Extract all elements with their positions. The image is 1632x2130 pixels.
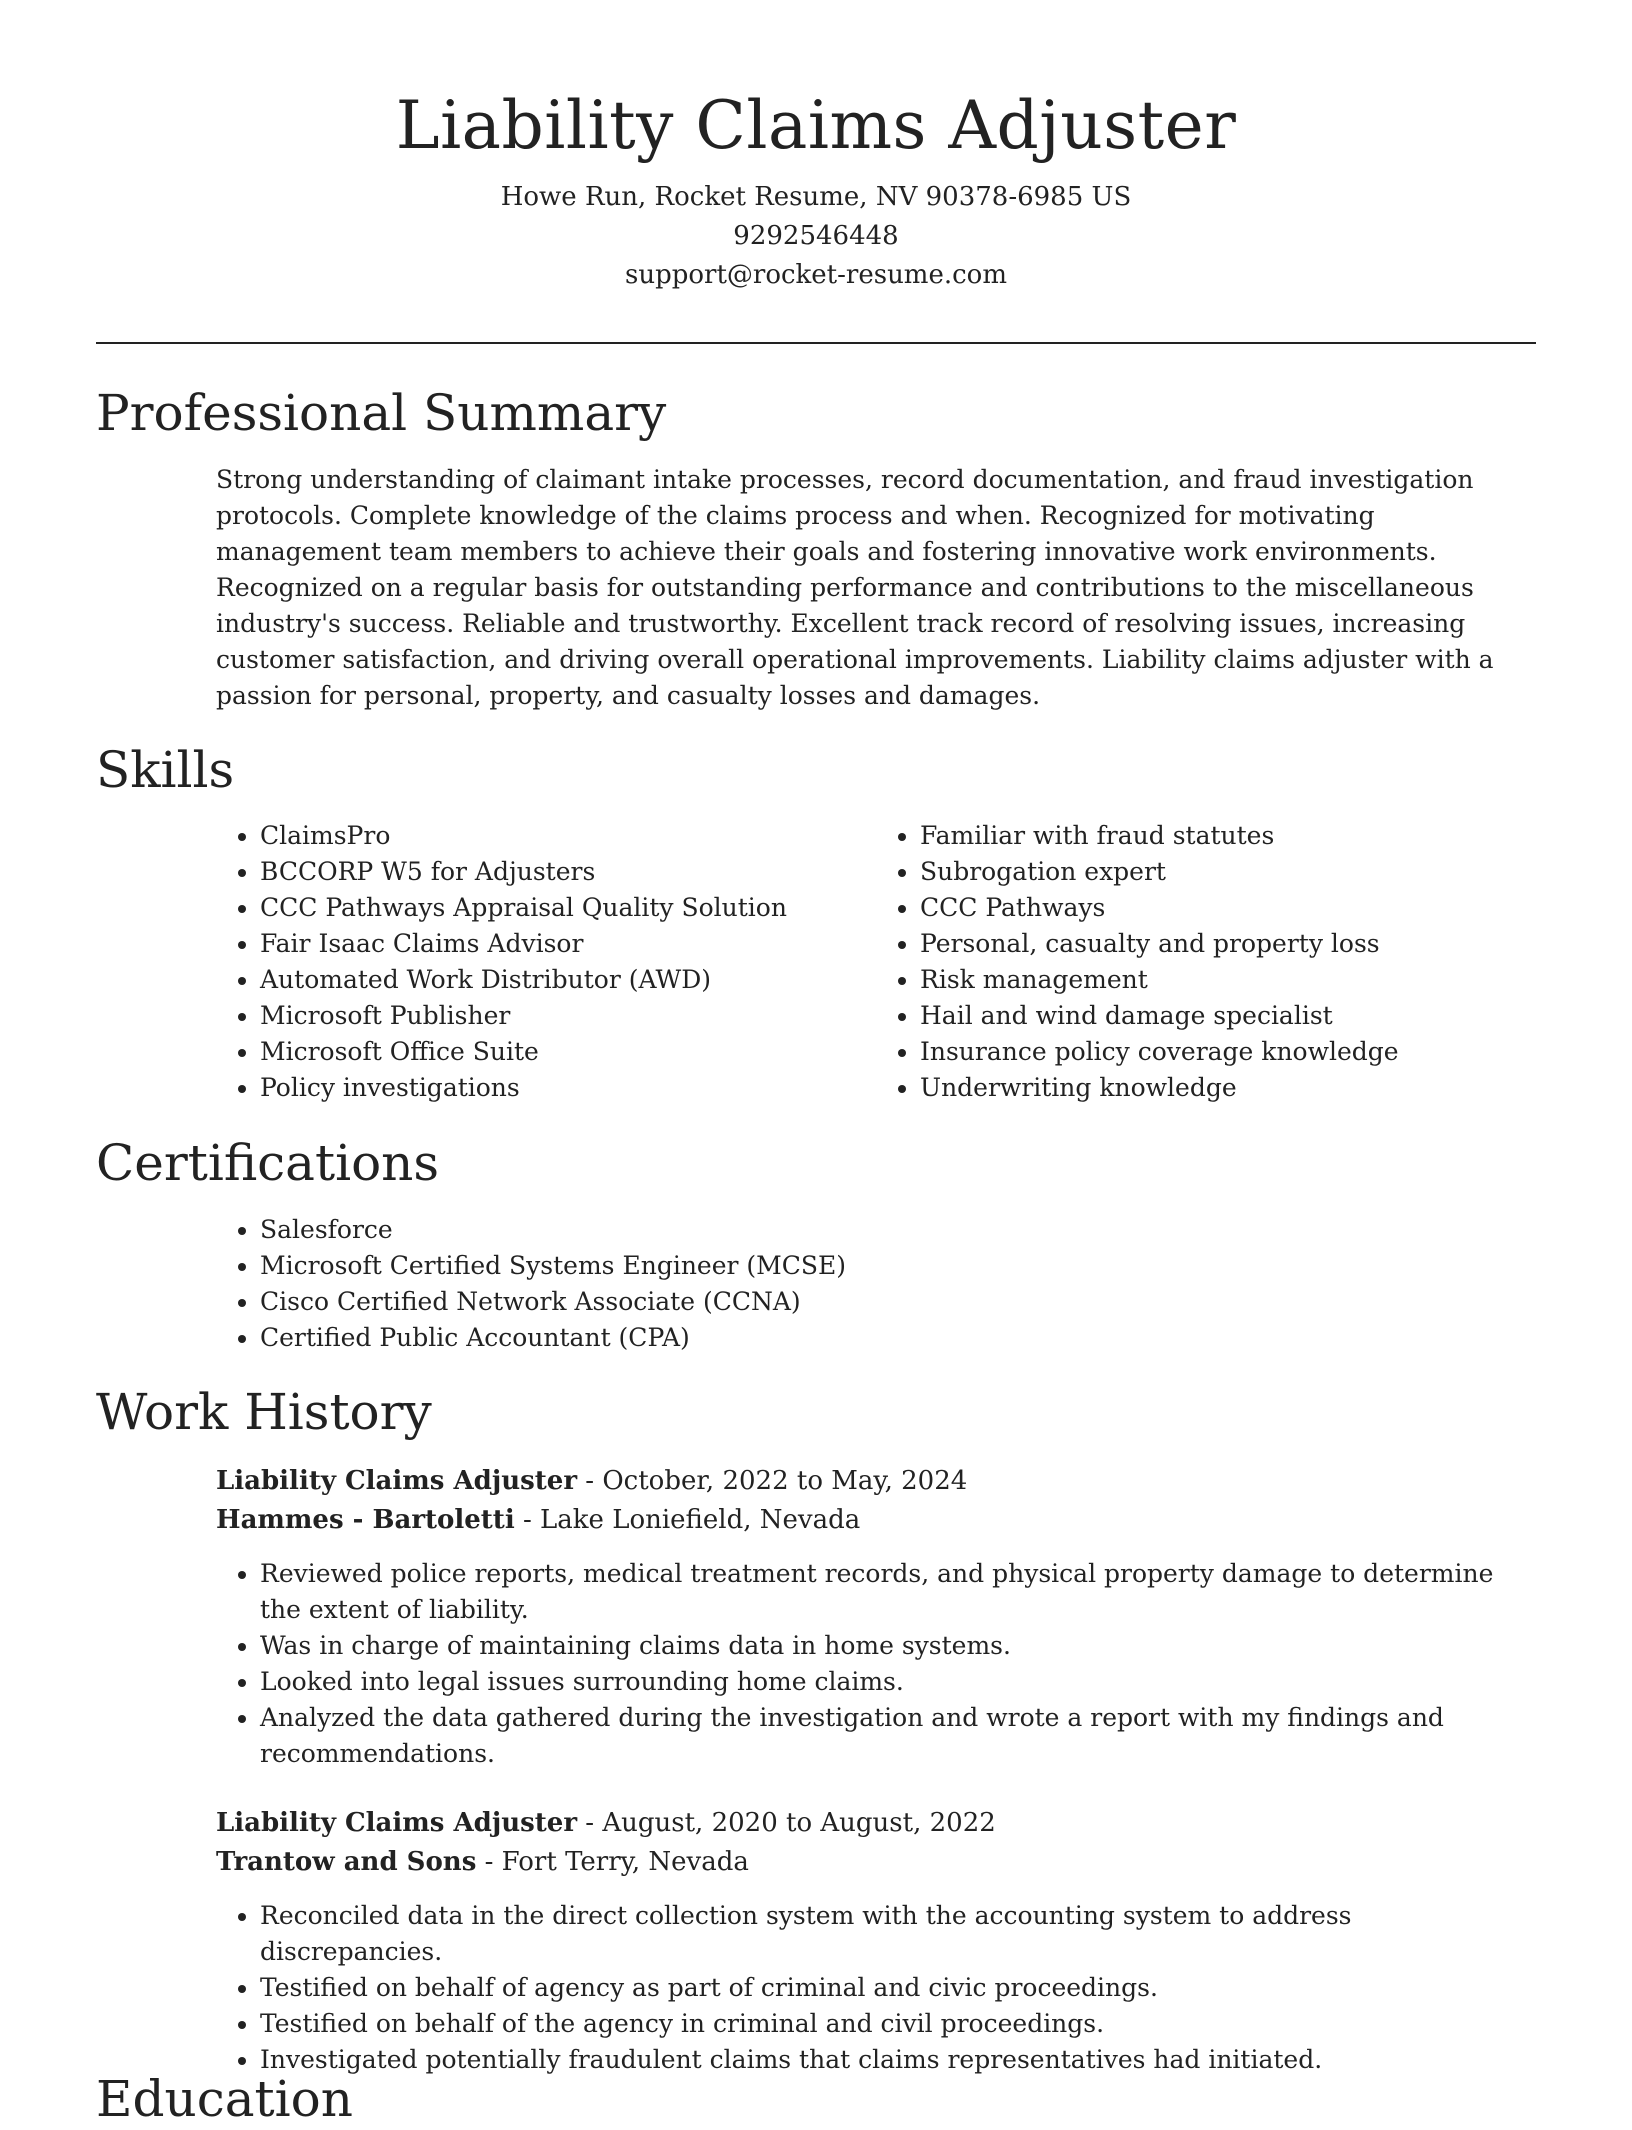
- job-dates: - August, 2020 to August, 2022: [577, 1808, 996, 1838]
- education-heading: Education: [96, 2070, 353, 2128]
- list-item: • Analyzed the data gathered during the investigation and wrote a report with my findings and recommendations.: [260, 1700, 1536, 1772]
- list-item: • Familiar with fraud statutes: [920, 818, 1536, 854]
- job-entry: [216, 1462, 1536, 1772]
- certifications-heading: Certifications: [96, 1134, 440, 1192]
- list-item: • Automated Work Distributor (AWD): [260, 962, 876, 998]
- job-company-line: [216, 1501, 1536, 1540]
- list-item: • Testified on behalf of agency as part of criminal and civic proceedings.: [260, 1970, 1536, 2006]
- list-item: • Microsoft Office Suite: [260, 1034, 876, 1070]
- list-item: • ClaimsPro: [260, 818, 876, 854]
- list-item: • Insurance policy coverage knowledge: [920, 1034, 1536, 1070]
- list-item: • Subrogation expert: [920, 854, 1536, 890]
- skills-list-right: [876, 818, 1536, 1106]
- job-bullets: [216, 1898, 1536, 2078]
- list-item: • Fair Isaac Claims Advisor: [260, 926, 876, 962]
- list-item: • Risk management: [920, 962, 1536, 998]
- contact-block: [96, 178, 1536, 295]
- skills-heading: Skills: [96, 741, 235, 799]
- list-item: • Certified Public Accountant (CPA): [260, 1320, 1536, 1356]
- list-item: • Policy investigations: [260, 1070, 876, 1106]
- job-dates: - October, 2022 to May, 2024: [577, 1466, 968, 1496]
- phone: 9292546448: [733, 221, 899, 251]
- list-item: • Hail and wind damage specialist: [920, 998, 1536, 1034]
- summary-heading: Professional Summary: [96, 384, 667, 442]
- list-item: • Microsoft Certified Systems Engineer (MCSE): [260, 1248, 1536, 1284]
- work-history-heading: Work History: [96, 1383, 432, 1441]
- certifications-block: [216, 1212, 1536, 1356]
- list-item: • Was in charge of maintaining claims data in home systems.: [260, 1628, 1536, 1664]
- certifications-list: [216, 1212, 1536, 1356]
- job-title-line: [216, 1804, 1536, 1843]
- list-item: • Investigated potentially fraudulent claims that claims representatives had initiated.: [260, 2042, 1536, 2078]
- job-company: Trantow and Sons: [216, 1847, 477, 1877]
- job-bullets: [216, 1556, 1536, 1772]
- job-location: - Fort Terry, Nevada: [476, 1847, 749, 1877]
- list-item: • CCC Pathways Appraisal Quality Solution: [260, 890, 876, 926]
- list-item: • Salesforce: [260, 1212, 1536, 1248]
- summary-text: Strong understanding of claimant intake processes, record documentation, and fraud investigation protocols. Complete knowledge of the claims process and when. Recognized for motivating management team members to achieve their goals and fostering innovative work environments. Recognized on a regular basis for outstanding performance and contributions to the miscellaneous industry's success. Reliable and trustworthy. Excellent track record of resolving issues, increasing customer satisfaction, and driving overall operational improvements. Liability claims adjuster with a passion for personal, property, and casualty losses and damages.: [216, 465, 1494, 710]
- list-item: • Reviewed police reports, medical treatment records, and physical property damage to determine the extent of liability.: [260, 1556, 1536, 1628]
- job-company: Hammes - Bartoletti: [216, 1505, 515, 1535]
- job-entry: [216, 1804, 1536, 2078]
- skills-list-left: [216, 818, 876, 1106]
- job-location: - Lake Loniefield, Nevada: [514, 1505, 861, 1535]
- list-item: • Testified on behalf of the agency in criminal and civil proceedings.: [260, 2006, 1536, 2042]
- list-item: • Reconciled data in the direct collection system with the accounting system to address discrepancies.: [260, 1898, 1536, 1970]
- list-item: • CCC Pathways: [920, 890, 1536, 926]
- job-company-line: [216, 1843, 1536, 1882]
- candidate-name: Liability Claims Adjuster: [395, 87, 1237, 164]
- address: Howe Run, Rocket Resume, NV 90378-6985 US: [500, 182, 1132, 212]
- resume-header: [96, 84, 1536, 295]
- list-item: • Cisco Certified Network Associate (CCNA): [260, 1284, 1536, 1320]
- summary-block: [216, 462, 1536, 714]
- list-item: • Underwriting knowledge: [920, 1070, 1536, 1106]
- list-item: • BCCORP W5 for Adjusters: [260, 854, 876, 890]
- job-role: Liability Claims Adjuster: [216, 1466, 578, 1496]
- header-divider: [96, 342, 1536, 344]
- job-role: Liability Claims Adjuster: [216, 1808, 578, 1838]
- list-item: • Microsoft Publisher: [260, 998, 876, 1034]
- skills-block: [216, 818, 1536, 1106]
- list-item: • Personal, casualty and property loss: [920, 926, 1536, 962]
- job-title-line: [216, 1462, 1536, 1501]
- list-item: • Looked into legal issues surrounding home claims.: [260, 1664, 1536, 1700]
- email: support@rocket-resume.com: [624, 260, 1007, 290]
